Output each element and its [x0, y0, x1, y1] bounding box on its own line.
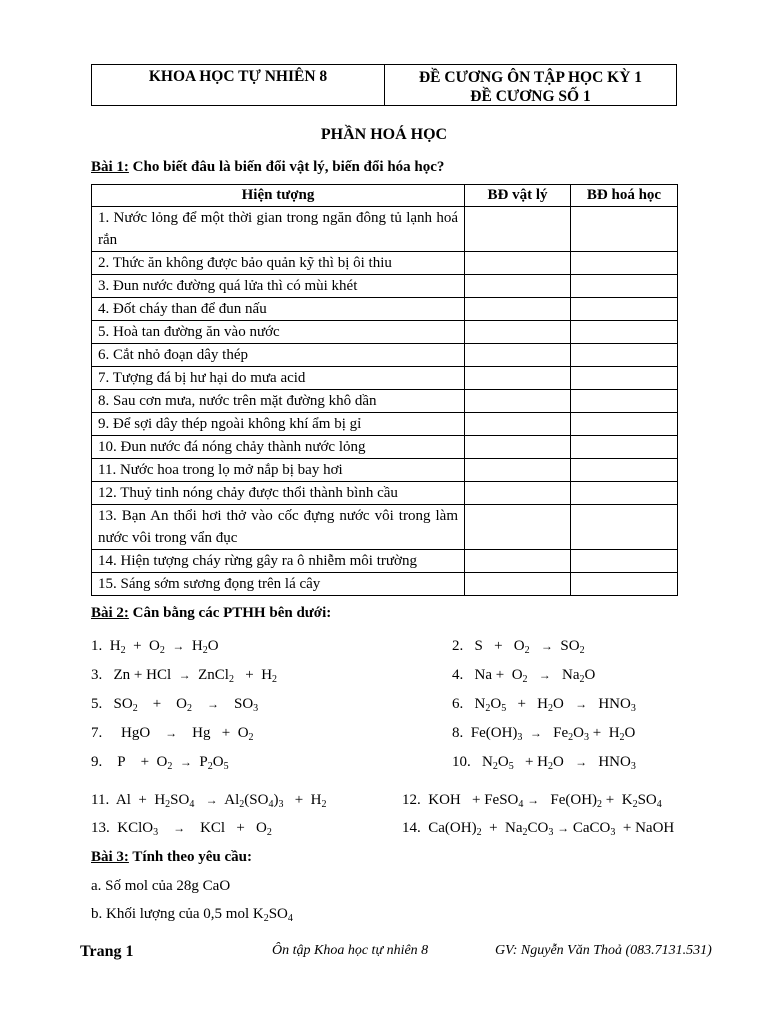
chemical-change-cell[interactable]	[571, 207, 678, 252]
chemical-change-cell[interactable]	[571, 482, 678, 505]
phenomenon-cell: 11. Nước hoa trong lọ mở nắp bị bay hơi	[92, 459, 465, 482]
column-header-physical: BĐ vật lý	[465, 185, 571, 207]
exercise-3-item-b: b. Khối lượng của 0,5 mol $K_2SO_4$	[91, 906, 293, 924]
equation-14: 14. $Ca(OH)_2 + Na_2CO_3$ → CaCO$_3$ + NaOH	[402, 820, 675, 838]
phenomenon-cell: 3. Đun nước đường quá lửa thì có mùi khét	[92, 275, 465, 298]
physical-change-cell[interactable]	[465, 436, 571, 459]
exercise-2-text: Cân bằng các PTHH bên dưới:	[128, 605, 332, 621]
table-row	[92, 390, 678, 413]
outline-title	[385, 65, 676, 105]
chemical-change-cell[interactable]	[571, 390, 678, 413]
footer-course: Ôn tập Khoa học tự nhiên 8	[272, 943, 429, 958]
equation-8: 8. $Fe(OH)_3 \to Fe_2O_3 + H_2O$	[452, 725, 636, 743]
physical-change-cell[interactable]	[465, 413, 571, 436]
table-row	[92, 573, 678, 596]
exercise-1-text: Cho biết đâu là biến đổi vật lý, biến đổi hóa học?	[128, 159, 445, 175]
outline-title-line2: ĐỀ CƯƠNG SỐ 1	[470, 88, 591, 105]
phenomenon-cell: 10. Đun nước đá nóng chảy thành nước lỏng	[92, 436, 465, 459]
subject-title: KHOA HỌC TỰ NHIÊN 8	[92, 65, 385, 105]
equation-12: 12. KOH + FeSO$_4$ → $Fe(OH)_2 + K_2SO_4$	[402, 792, 662, 810]
exercise-3-label: Bài 3:	[91, 849, 129, 865]
table-row	[92, 550, 678, 573]
equation-3: 3. Zn + HCl → ZnCl$_2$ + $H_2$	[91, 667, 278, 685]
phenomenon-cell: 2. Thức ăn không được bảo quản kỹ thì bị ôi thiu	[92, 252, 465, 275]
chemical-change-cell[interactable]	[571, 573, 678, 596]
exercise-2-heading	[91, 605, 331, 622]
phenomenon-cell: 5. Hoà tan đường ăn vào nước	[92, 321, 465, 344]
phenomena-table	[91, 184, 678, 596]
chemical-change-cell[interactable]	[571, 550, 678, 573]
table-row	[92, 207, 678, 252]
exercise-3-text: Tính theo yêu cầu:	[128, 849, 252, 865]
equation-5: 5. $SO_2$ + $O_2$ → $SO_3$	[91, 696, 259, 714]
physical-change-cell[interactable]	[465, 367, 571, 390]
chemical-change-cell[interactable]	[571, 367, 678, 390]
physical-change-cell[interactable]	[465, 207, 571, 252]
section-title: PHẦN HOÁ HỌC	[320, 126, 448, 143]
column-header-chemical: BĐ hoá học	[571, 185, 678, 207]
equation-1: 1. $H_2 + O_2 \to H_2O$	[91, 638, 219, 656]
chemical-change-cell[interactable]	[571, 344, 678, 367]
exercise-3-heading	[91, 849, 252, 866]
physical-change-cell[interactable]	[465, 252, 571, 275]
physical-change-cell[interactable]	[465, 573, 571, 596]
phenomenon-cell: 12. Thuỷ tinh nóng chảy được thổi thành bình cầu	[92, 482, 465, 505]
exercise-3-item-a: a. Số mol của 28g CaO	[91, 878, 231, 894]
physical-change-cell[interactable]	[465, 390, 571, 413]
table-row	[92, 505, 678, 550]
physical-change-cell[interactable]	[465, 550, 571, 573]
phenomenon-cell: 9. Để sợi dây thép ngoài không khí ẩm bị gỉ	[92, 413, 465, 436]
equation-4: 4. $Na + O_2$ → $Na_2O$	[452, 667, 596, 685]
physical-change-cell[interactable]	[465, 321, 571, 344]
equation-13: 13. KClO$_3$ → KCl + $O_2$	[91, 820, 272, 838]
equation-2: 2. $S + O_2$ → $SO_2$	[452, 638, 585, 656]
chemical-change-cell[interactable]	[571, 298, 678, 321]
physical-change-cell[interactable]	[465, 275, 571, 298]
table-row	[92, 413, 678, 436]
table-row	[92, 367, 678, 390]
physical-change-cell[interactable]	[465, 459, 571, 482]
table-row	[92, 482, 678, 505]
physical-change-cell[interactable]	[465, 298, 571, 321]
page-number: Trang 1	[80, 943, 134, 960]
table-row	[92, 344, 678, 367]
table-row	[92, 436, 678, 459]
header-box	[91, 64, 677, 106]
chemical-change-cell[interactable]	[571, 252, 678, 275]
physical-change-cell[interactable]	[465, 344, 571, 367]
table-row	[92, 459, 678, 482]
physical-change-cell[interactable]	[465, 505, 571, 550]
phenomenon-cell: 15. Sáng sớm sương đọng trên lá cây	[92, 573, 465, 596]
exercise-3-item-b-text: b. Khối lượng của 0,5 mol K	[91, 906, 264, 922]
exercise-1-label: Bài 1:	[91, 159, 129, 175]
chemical-change-cell[interactable]	[571, 321, 678, 344]
chemical-change-cell[interactable]	[571, 275, 678, 298]
equation-11: 11. $Al + H_2SO_4$ → $Al_2(SO_4)_3 + H_2$	[91, 792, 327, 810]
equation-10: 10. $N_2O_5 + H_2O \to HNO_3$	[452, 754, 636, 772]
outline-title-line1: ĐỀ CƯƠNG ÔN TẬP HỌC KỲ 1	[418, 69, 643, 86]
table-row	[92, 298, 678, 321]
chemical-change-cell[interactable]	[571, 505, 678, 550]
exercise-2-label: Bài 2:	[91, 605, 129, 621]
column-header-phenomenon: Hiện tượng	[92, 185, 465, 207]
chemical-change-cell[interactable]	[571, 459, 678, 482]
equation-9: 9. P + $O_2 \to P_2O_5$	[91, 754, 229, 772]
chemical-change-cell[interactable]	[571, 436, 678, 459]
phenomenon-cell: 14. Hiện tượng cháy rừng gây ra ô nhiễm môi trường	[92, 550, 465, 573]
phenomenon-cell: 13. Bạn An thổi hơi thở vào cốc đựng nước vôi trong làm nước vôi trong vẩn đục	[92, 505, 465, 550]
table-row	[92, 321, 678, 344]
chemical-change-cell[interactable]	[571, 413, 678, 436]
equation-6: 6. $N_2O_5 + H_2O \to HNO_3$	[452, 696, 636, 714]
table-header-row	[92, 185, 678, 207]
table-row	[92, 252, 678, 275]
footer-teacher: GV: Nguyễn Văn Thoả (083.7131.531)	[495, 943, 712, 958]
phenomenon-cell: 1. Nước lỏng để một thời gian trong ngăn đông tủ lạnh hoá rắn	[92, 207, 465, 252]
equation-7: 7. HgO → $Hg + O_2$	[91, 725, 254, 743]
phenomenon-cell: 4. Đốt cháy than để đun nấu	[92, 298, 465, 321]
phenomenon-cell: 8. Sau cơn mưa, nước trên mặt đường khô dần	[92, 390, 465, 413]
phenomenon-cell: 7. Tượng đá bị hư hại do mưa acid	[92, 367, 465, 390]
physical-change-cell[interactable]	[465, 482, 571, 505]
table-row	[92, 275, 678, 298]
exercise-1-heading	[91, 159, 444, 176]
phenomenon-cell: 6. Cắt nhỏ đoạn dây thép	[92, 344, 465, 367]
